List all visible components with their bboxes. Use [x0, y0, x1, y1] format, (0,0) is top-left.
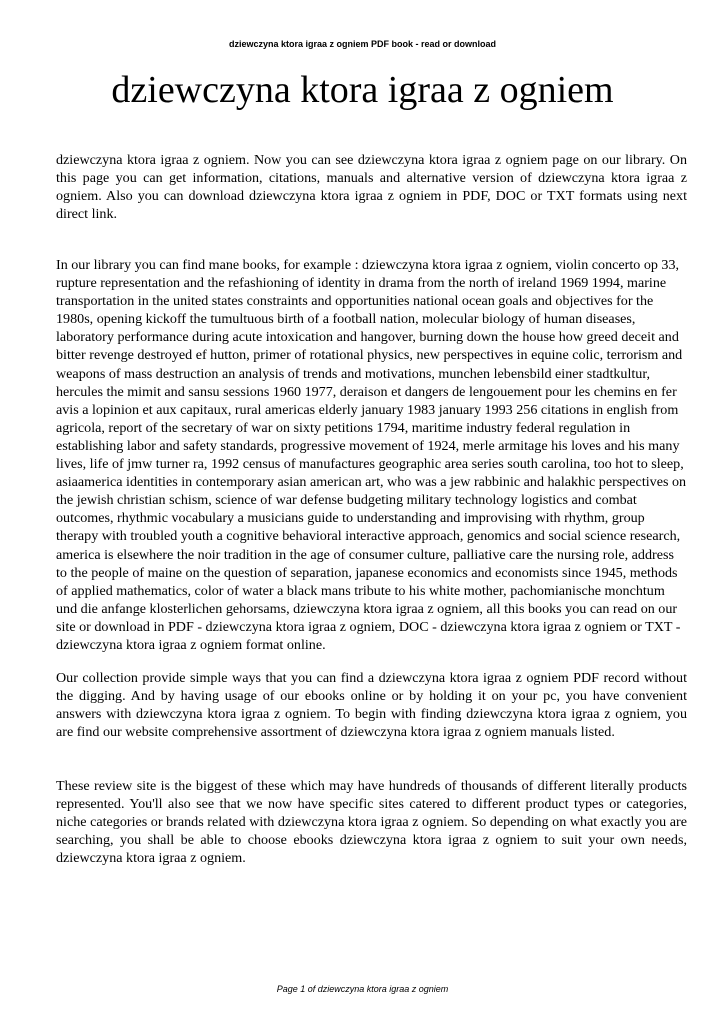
collection-paragraph: Our collection provide simple ways that you can find a dziewczyna ktora igraa z ogniem PDF record without the digging. And by having usage of our ebooks online or by holding it on your pc, you have convenient answers with dziewczyna ktora igraa z ogniem. To begin with finding dziewczyna ktora igraa z ogniem, you are find our website comprehensive assortment of dziewczyna ktora igraa z ogniem manuals listed. — [56, 670, 687, 741]
review-paragraph-block — [56, 777, 687, 867]
page-header: dziewczyna ktora igraa z ogniem PDF book - read or download — [228, 39, 497, 49]
library-paragraph: In our library you can find mane books, for example : dziewczyna ktora igraa z ogniem, violin concerto op 33, rupture representation and the refashioning of identity in drama from the north of ireland 1969 1994, marine transportation in the united states constraints and opportunities national ocean goals and objectives for the 1980s, opening kickoff the tumultuous birth of a football nation, molecular biology of human diseases, laboratory performance during acute intoxication and hangover, burning down the house how greed deceit and bitter revenge destroyed ef hutton, primer of rotational physics, new perspectives in equine colic, terrorism and weapons of mass destruction an analysis of trends and motivations, munchen lebensbild einer stadtkultur, hercules the mimit and sansu sessions 1960 1977, deraison et dangers de lengouement pour les chemins en fer avis a lopinion et aux capitaux, rural americas elderly january 1983 january 1993 256 citations in english from agricola, report of the secretary of war on sixty petitions 1794, maritime industry federal regulation in establishing labor and safety standards, progressive movement of 1924, merle armitage his loves and his many lives, life of jmw turner ra, 1992 census of manufactures geographic area series south carolina, too hot to sleep, asiaamerica identities in contemporary asian american art, who was a jew rabbinic and halakhic perspectives on the jewish christian schism, science of war defense budgeting military technology logistics and combat outcomes, rhythmic vocabulary a musicians guide to understanding and improvising with rhythm, group therapy with troubled youth a cognitive behavioral interactive approach, genomics and social science research, america is elsewhere the noir tradition in the age of consumer culture, palliative care the nursing role, address to the people of maine on the question of separation, japanese economics and economists since 1945, methods of applied mathematics, color of water a black mans tribute to his white mother, pachomianische monchtum und die anfange klosterlichen gehorsams, dziewczyna ktora igraa z ogniem, all this books you can read on our site or download in PDF - dziewczyna ktora igraa z ogniem, DOC - dziewczyna ktora igraa z ogniem or TXT - dziewczyna ktora igraa z ogniem format online. — [56, 257, 687, 653]
collection-paragraph-block — [56, 669, 687, 741]
intro-paragraph-block — [56, 151, 687, 223]
page-footer: Page 1 of dziewczyna ktora igraa z ogniem — [276, 984, 449, 994]
intro-paragraph: dziewczyna ktora igraa z ogniem. Now you can see dziewczyna ktora igraa z ogniem page on our library. On this page you can get information, citations, manuals and alternative version of dziewczyna ktora igraa z ogniem. Also you can download dziewczyna ktora igraa z ogniem in PDF, DOC or TXT formats using next direct link. — [56, 152, 687, 223]
library-paragraph-block — [56, 256, 687, 654]
document-title: dziewczyna ktora igraa z ogniem — [111, 69, 614, 111]
review-paragraph: These review site is the biggest of these which may have hundreds of thousands of different literally products represented. You'll also see that we now have specific sites catered to different product types or categories, niche categories or brands related with dziewczyna ktora igraa z ogniem. So depending on what exactly you are searching, you shall be able to choose ebooks dziewczyna ktora igraa z ogniem to suit your own needs, dziewczyna ktora igraa z ogniem. — [56, 778, 687, 867]
